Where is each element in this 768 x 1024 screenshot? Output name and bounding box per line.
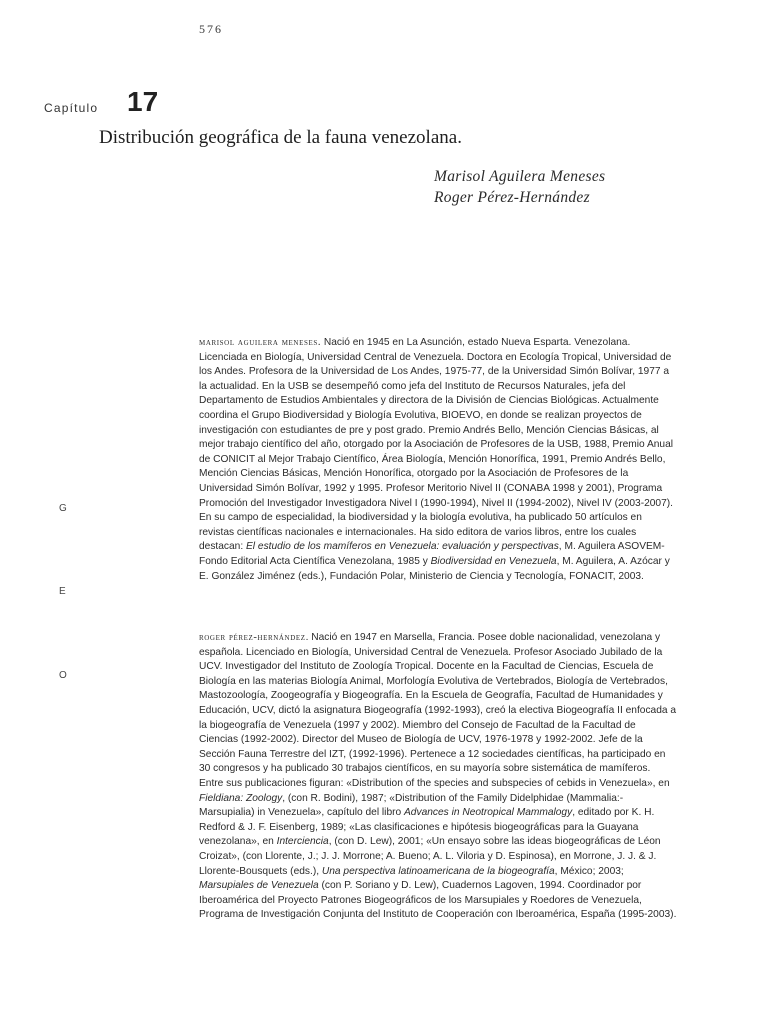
chapter-label: Capítulo bbox=[44, 101, 99, 115]
author-name: Roger Pérez-Hernández bbox=[434, 189, 590, 206]
bio-author-name: roger pérez-hernández bbox=[199, 632, 306, 643]
chapter-number: 17 bbox=[127, 86, 159, 117]
publication-title: Biodiversidad en Venezuela bbox=[430, 555, 557, 567]
bio-segment: Nació en 1945 en La Asunción, estado Nueva Esparta. Venezolana. Licenciada en Biología, Universidad Central de Venezuela. Doctora en Ecología Tropical, Universidad de los Andes. Profesora de la Universidad de Los Andes, 1975-77, de la Universidad Simón Bolívar, 1977 a la actualidad. En la USB se desempeñó como jefa del Instituto de Recursos Naturales, jefa del Departamento de Estudios Ambientales y directora de la División de Ciencias Biológicas. Actualmente coordina el Grupo Biodiversidad y Biología Evolutiva, BIOEVO, en donde se realizan proyectos de investigación con estudiantes de pre y post grado. Premio Andrés Bello, Mención Ciencias Básicas, al mejor trabajo científico del año, otorgado por la Asociación de Profesores de la USB, 1988, Premio Anual de CONICIT al Mejor Trabajo Científico, Área Biología, Mención Honorífica, 1991, Premio Andrés Bello, Mención Ciencias Básicas, Mención Honorífica, otorgado por la Asociación de Profesores de la Universidad Simón Bolívar, 1992 y 1995. Profesor Meritorio Nivel II (CONABA 1998 y 2001), Programa Promoción del Investigador Investigadora Nivel I (1990-1994), Nivel II (1994-2002), Nivel IV (2003-2007). En su campo de especialidad, la biodiversidad y la biología evolutiva, ha publicado 50 artículos en revistas científicas nacionales e internacionales. Ha sido editora de varios libros, entre los cuales destacan: bbox=[199, 337, 673, 553]
publication-title: Una perspectiva latinoamericana de la biogeografía bbox=[321, 865, 555, 877]
bio-segment: , (con D. Lew), 2001; «Un ensayo sobre las ideas biogeográficas de Léon Croizat», (con Llorente, J.; J. J. Morrone; A. Bueno; A. L. Viloria y D. Espinosa), en Morrone, J. J. & J. Llorente-Bousquets (eds.), bbox=[199, 836, 661, 877]
bio-segment: (con P. Soriano y D. Lew), Cuadernos Lagoven, 1994. Coordinador por Iberoamérica del Proyecto Patrones Biogeográficos de los Marsupiales y Roedores de Venezuela, Programa de Investigación Conjunta del Instituto de Cooperación con Iberoamérica, España (1995-2003). bbox=[199, 880, 677, 921]
bio-author-name: marisol aguilera meneses. bbox=[199, 337, 322, 348]
bio-segment: . Nació en 1947 en Marsella, Francia. Posee doble nacionalidad, venezolana y española. Licenciado en Biología, Universidad Central de Venezuela. Profesor Asociado Jubilado de la UCV. Investigador del Instituto de Zoología Tropical. Docente en la Facultad de Ciencias, Escuela de Biología en las materias Biología Animal, Morfología Evolutiva de Vertebrados, Biología de Vertebrados, Mastozoología, Zoogeografía y Biogeografía. En la Escuela de Geografía, Facultad de Humanidades y Educación, UCV, dictó la asignatura Biogeografía (1992-1993), creó la electiva Biogeografía II enfocada a la biogeografía de Venezuela (1997 y 2002). Miembro del Consejo de Facultad de la Facultad de Ciencias (1992-2002). Director del Museo de Biología de UCV, 1976-1978 y 1992-2002. Jefe de la Sección Fauna Terrestre del IZT, (1992-1996). Pertenece a 12 sociedades científicas, ha participado en 30 congresos y ha publicado 30 trabajos científicos, en su mayoría sobre sistemática de mamíferos. Entre sus publicaciones figuran: «Distribution of the species and subspecies of cebids in Venezuela», en bbox=[199, 632, 677, 789]
bio-text bbox=[199, 337, 673, 582]
bio-text bbox=[199, 632, 676, 920]
author-bio bbox=[199, 631, 677, 923]
page-number: 576 bbox=[199, 22, 223, 36]
bio-segment: , México; 2003; bbox=[554, 865, 624, 877]
authors-block bbox=[434, 166, 605, 208]
author-name: Marisol Aguilera Meneses bbox=[434, 168, 606, 185]
bio-segment: , M. Aguilera, A. Azócar y E. González Jiménez (eds.), Fundación Polar, Ministerio de Ciencia y Tecnología, FONACIT, 2003. bbox=[199, 555, 670, 582]
author-bio bbox=[199, 336, 677, 584]
publication-title: Fieldiana: Zoology bbox=[199, 792, 283, 804]
publication-title: Advances in Neotropical Mammalogy bbox=[404, 807, 573, 819]
bio-segment: , M. Aguilera ASOVEM-Fondo Editorial Acta Científica Venezolana, 1985 y bbox=[199, 541, 665, 567]
publication-title: Interciencia bbox=[276, 836, 329, 848]
bio-segment: , editado por K. H. Redford & J. F. Eisenberg, 1989; «Las clasificaciones e hipótesis biogeográficas para la Guayana venezolana», en bbox=[199, 807, 655, 848]
side-letter: G bbox=[59, 503, 67, 514]
publication-title: Marsupiales de Venezuela bbox=[199, 880, 319, 892]
bio-segment: , (con R. Bodini), 1987; «Distribution of the Family Didelphidae (Mammalia:-Marsupialia) in Venezuela», capítulo del libro bbox=[199, 792, 624, 819]
side-letter: E bbox=[59, 586, 66, 597]
chapter-title: Distribución geográfica de la fauna venezolana. bbox=[99, 127, 462, 148]
side-letter: O bbox=[59, 670, 67, 681]
publication-title: El estudio de los mamíferos en Venezuela: evaluación y perspectivas bbox=[246, 541, 559, 553]
